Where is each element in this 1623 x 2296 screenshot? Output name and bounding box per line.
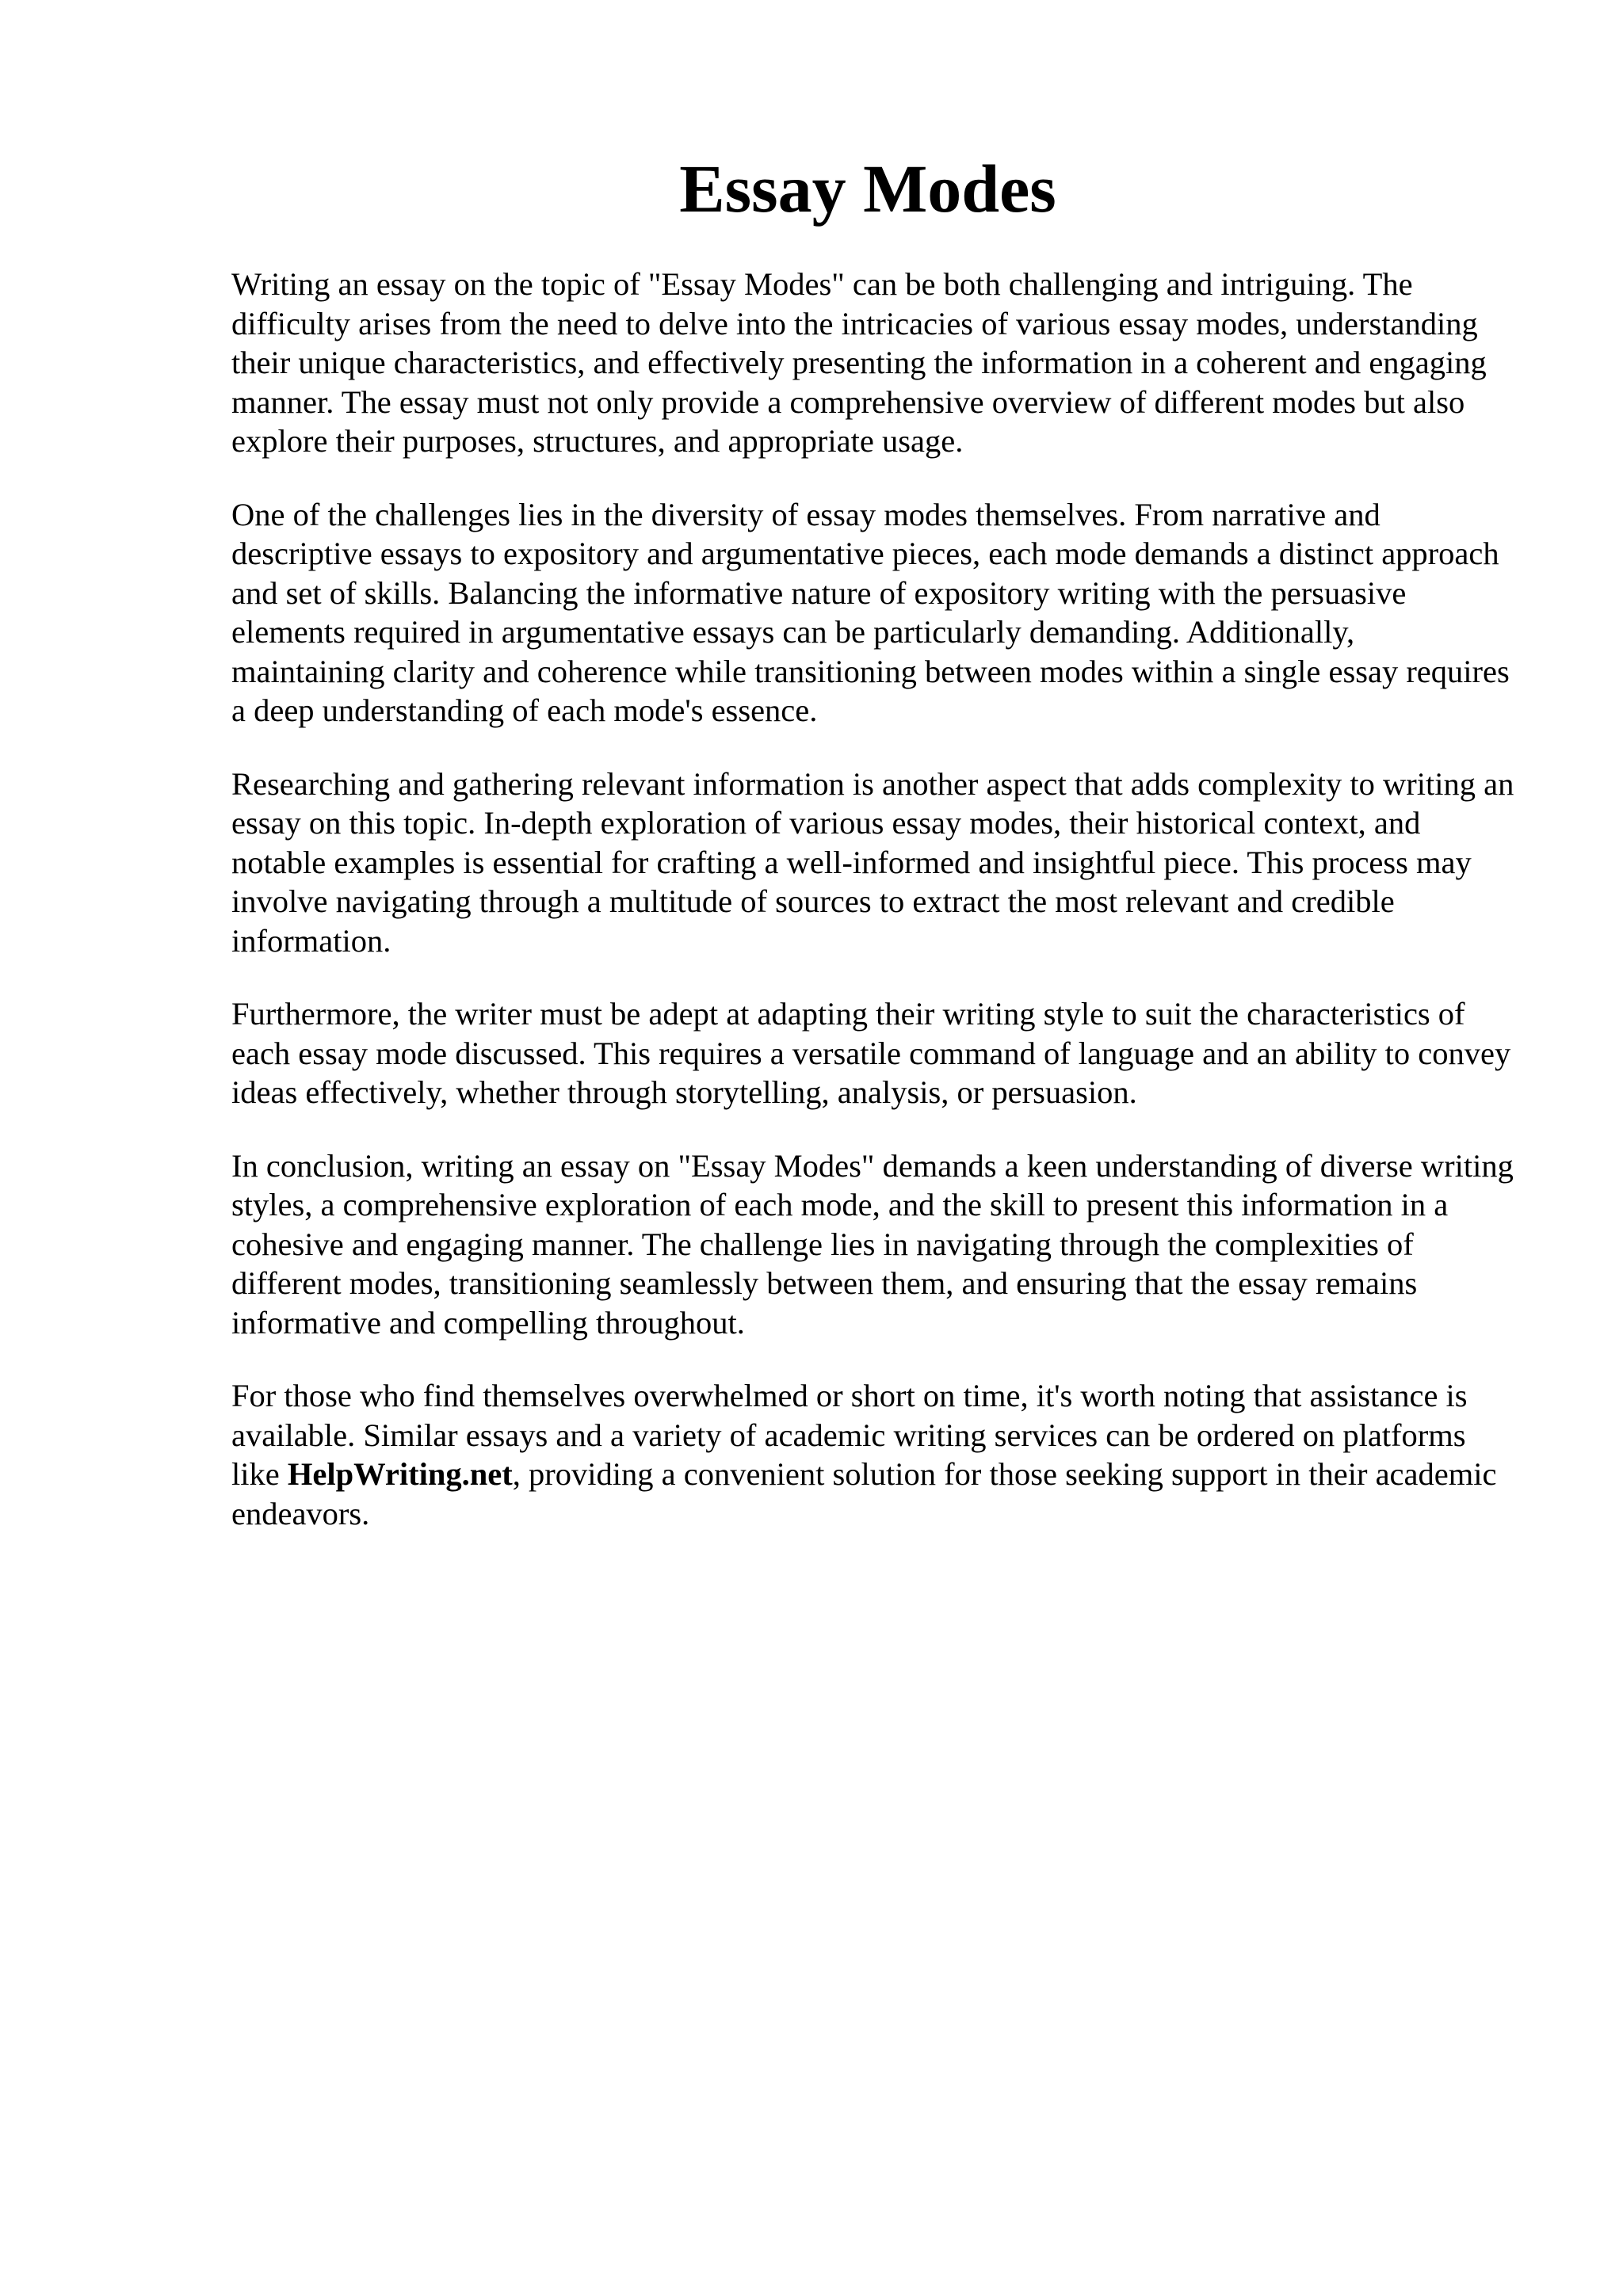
- document-title: Essay Modes: [679, 151, 1056, 227]
- assistance-text-before: For those who find themselves overwhelmed or short on time, it's worth noting that assistance is available. Similar essays and a variety of academic writing services can be ordered on platforms like: [231, 1378, 1468, 1492]
- assistance-text-after: , providing a convenient solution for those seeking support in their academic endeavors.: [231, 1456, 1497, 1531]
- paragraph-challenges: One of the challenges lies in the diversity of essay modes themselves. From narrative and descriptive essays to expository and argumentative pieces, each mode demands a distinct approach and set of skills. Balancing the informative nature of expository writing with the persuasive elements required in argumentative essays can be particularly demanding. Additionally, maintaining clarity and coherence while transitioning between modes within a single essay requires a deep understanding of each mode's essence.: [231, 496, 1510, 728]
- paragraph-research: Researching and gathering relevant information is another aspect that adds complexity to writing an essay on this topic. In-depth exploration of various essay modes, their historical context, and notable examples is essential for crafting a well-informed and insightful piece. This process may involve navigating through a multitude of sources to extract the most relevant and credible information.: [231, 765, 1514, 959]
- paragraph-assistance: [231, 1376, 1515, 1533]
- paragraph-conclusion: In conclusion, writing an essay on "Essay Modes" demands a keen understanding of diverse writing styles, a comprehensive exploration of each mode, and the skill to present this information in a cohesive and engaging manner. The challenge lies in navigating through the complexities of different modes, transitioning seamlessly between them, and ensuring that the essay remains informative and compelling throughout.: [231, 1147, 1514, 1341]
- document-body: [231, 265, 1515, 1567]
- paragraph-style: Furthermore, the writer must be adept at adapting their writing style to suit the characteristics of each essay mode discussed. This requires a versatile command of language and an ability to convey ideas effectively, whether through storytelling, analysis, or persuasion.: [231, 996, 1511, 1110]
- helpwriting-link[interactable]: HelpWriting.net: [287, 1456, 513, 1492]
- paragraph-intro: Writing an essay on the topic of "Essay Modes" can be both challenging and intriguing. The difficulty arises from the need to delve into the intricacies of various essay modes, understanding their unique characteristics, and effectively presenting the information in a coherent and engaging manner. The essay must not only provide a comprehensive overview of different modes but also explore their purposes, structures, and appropriate usage.: [231, 266, 1487, 459]
